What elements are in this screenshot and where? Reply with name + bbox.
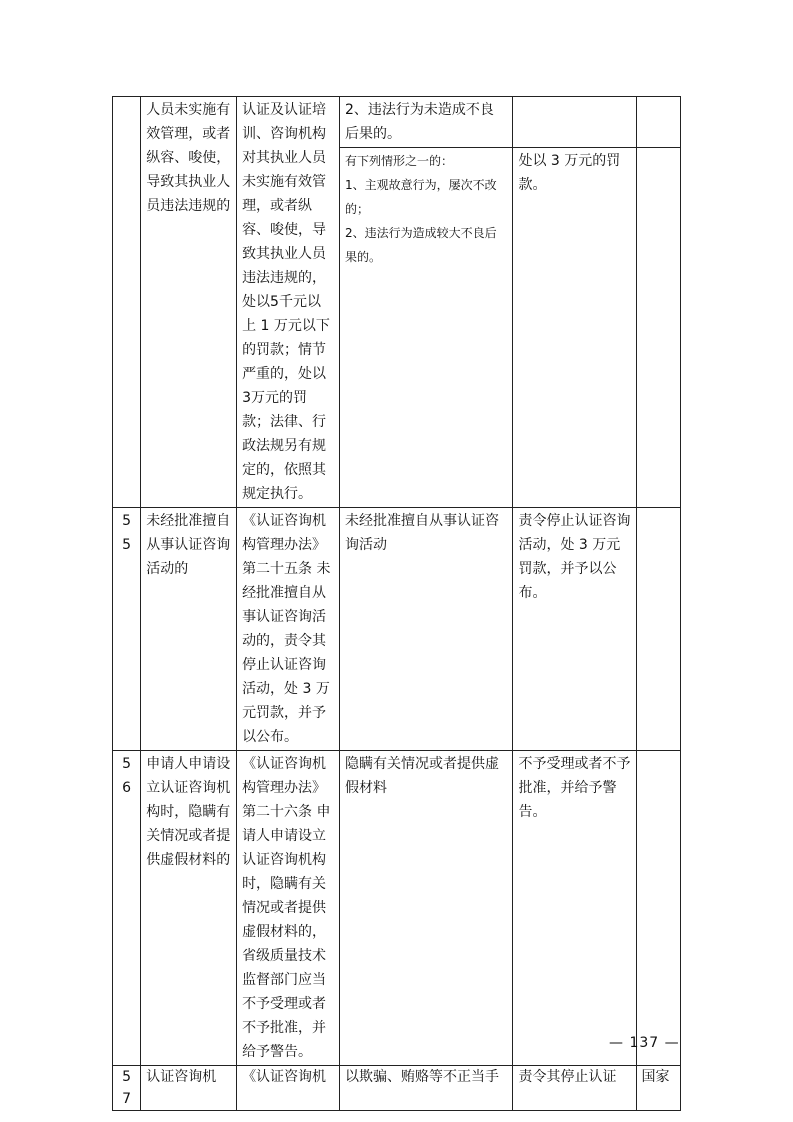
circumstance-cell: 2、违法行为未造成不良后果的。 — [339, 97, 513, 148]
legal-basis-cell: 《认证咨询机构管理办法》第二十六条 申请人申请设立认证咨询机构时，隐瞒有关情况或者提供虚假材料的，省级质量技术监督部门应当不予受理或者不予批准，并给予警告。 — [237, 751, 340, 1066]
item-number-cell: 56 — [113, 751, 141, 1066]
penalty-standards-table — [112, 96, 681, 1111]
penalty-cell: 责令停止认证咨询活动，处 3 万元罚款，并予以公布。 — [513, 508, 636, 751]
circumstance-cell: 以欺骗、贿赂等不正当手 — [339, 1066, 513, 1111]
table-row — [113, 508, 681, 751]
circumstance-cell: 隐瞒有关情况或者提供虚假材料 — [339, 751, 513, 1066]
violation-item-cell: 未经批准擅自从事认证咨询活动的 — [141, 508, 237, 751]
authority-level-cell: 国家 — [636, 1066, 680, 1111]
authority-level-cell — [636, 751, 680, 1066]
page-number: — 137 — — [609, 1035, 680, 1051]
item-number-cell — [113, 97, 141, 508]
violation-item-cell: 认证咨询机 — [141, 1066, 237, 1111]
violation-item-cell: 人员未实施有效管理，或者纵容、唆使，导致其执业人员违法违规的 — [141, 97, 237, 508]
penalty-cell: 处以 3 万元的罚款。 — [513, 148, 636, 508]
table-row — [113, 1066, 681, 1111]
authority-level-cell — [636, 508, 680, 751]
violation-item-cell: 申请人申请设立认证咨询机构时，隐瞒有关情况或者提供虚假材料的 — [141, 751, 237, 1066]
table-row — [113, 97, 681, 148]
legal-basis-cell: 认证及认证培训、咨询机构对其执业人员未实施有效管理，或者纵容、唆使，导致其执业人员违法违规的，处以5千元以上 1 万元以下的罚款；情节严重的，处以3万元的罚款；法律、行政法规另有规定的，依照其规定执行。 — [237, 97, 340, 508]
penalty-cell: 不予受理或者不予批准，并给予警告。 — [513, 751, 636, 1066]
authority-level-cell — [636, 97, 680, 148]
legal-basis-cell: 《认证咨询机构管理办法》第二十五条 未经批准擅自从事认证咨询活动的，责令其停止认证咨询活动，处 3 万元罚款，并予以公布。 — [237, 508, 340, 751]
circumstance-cell: 未经批准擅自从事认证咨询活动 — [339, 508, 513, 751]
penalty-cell — [513, 97, 636, 148]
authority-level-cell — [636, 148, 680, 508]
item-number-cell: 55 — [113, 508, 141, 751]
circumstance-cell: 有下列情形之一的： 1、主观故意行为，屡次不改的； 2、违法行为造成较大不良后果的。 — [339, 148, 513, 508]
item-number-cell: 57 — [113, 1066, 141, 1111]
table-row — [113, 751, 681, 1066]
legal-basis-cell: 《认证咨询机 — [237, 1066, 340, 1111]
penalty-cell: 责令其停止认证 — [513, 1066, 636, 1111]
